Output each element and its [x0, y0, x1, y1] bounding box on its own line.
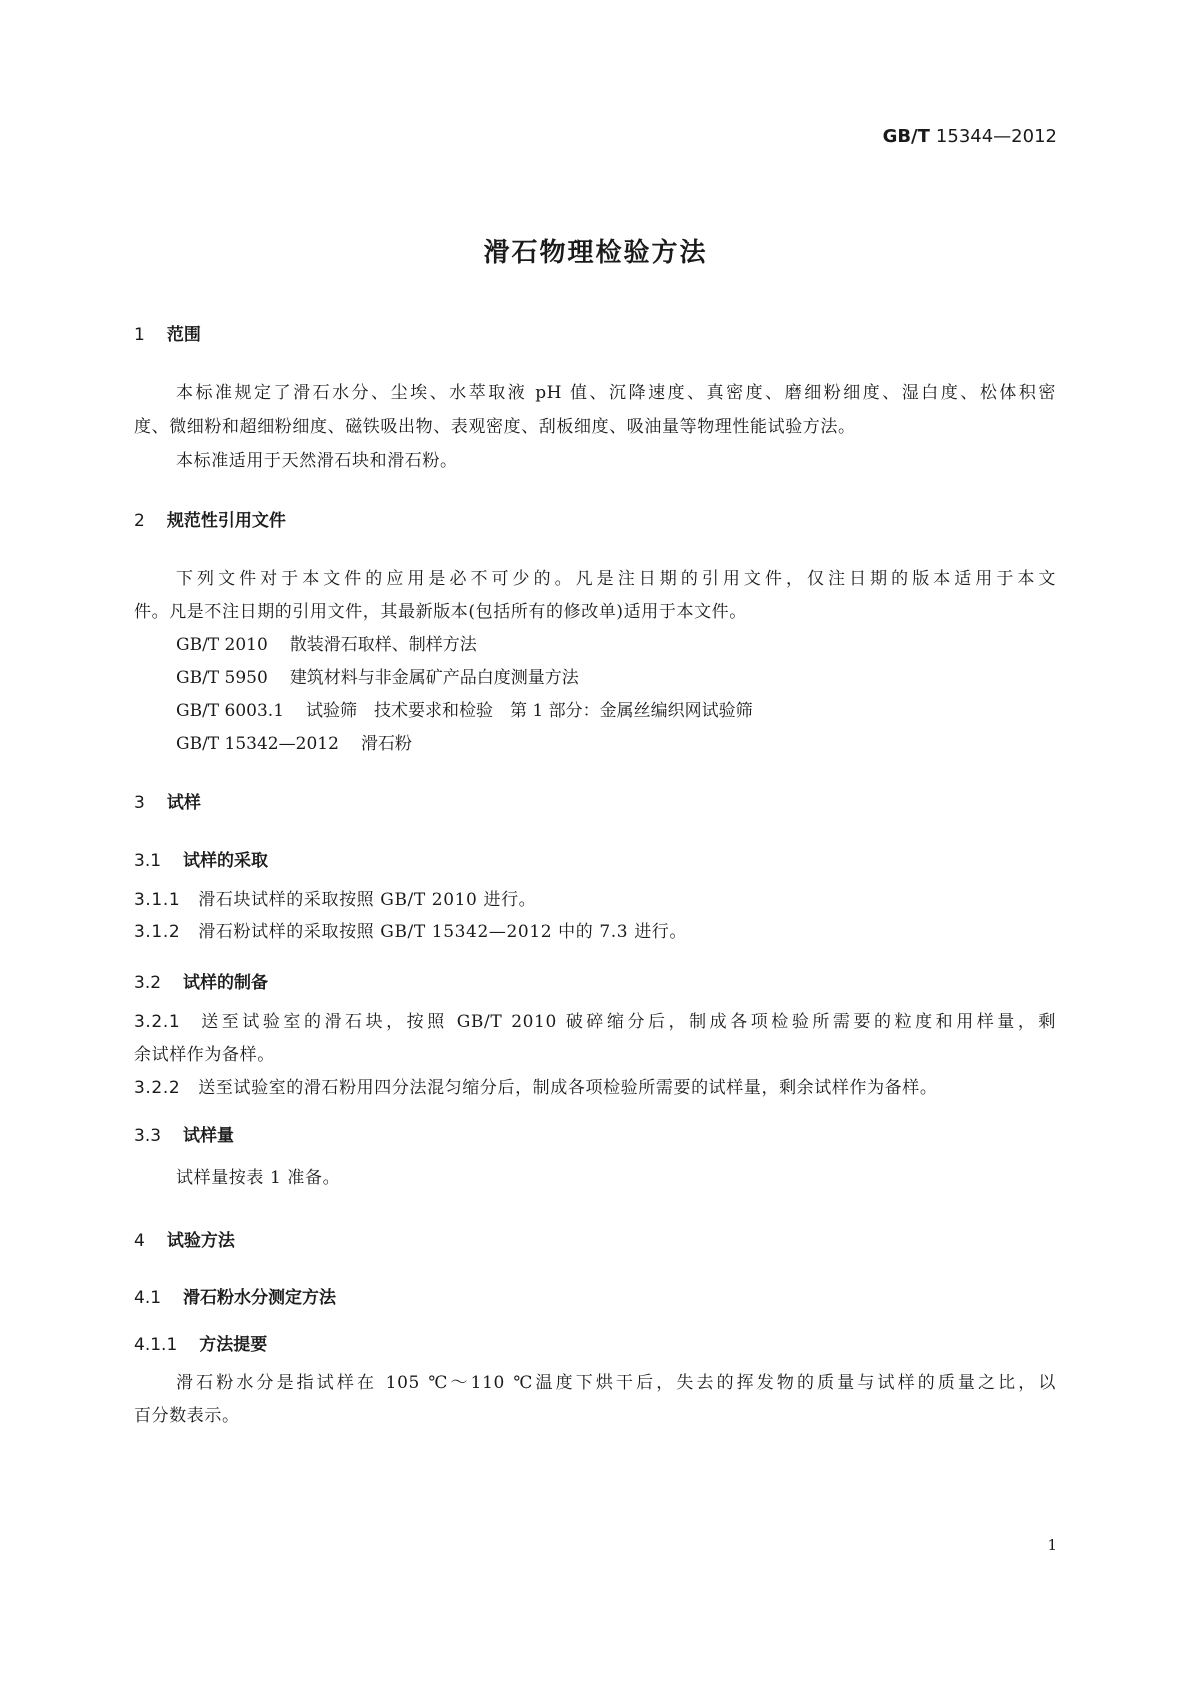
reference-item — [176, 729, 412, 754]
references-intro-line-1: 下列文件对于本文件的应用是必不可少的。凡是注日期的引用文件，仅注日期的版本适用于本文 — [176, 569, 1056, 589]
section-title: 试样 — [166, 793, 201, 813]
reference-item — [176, 663, 579, 688]
clause-3-1-1 — [134, 885, 536, 910]
clause-text: 滑石粉试样的采取按照 GB/T 15342—2012 中的 7.3 进行。 — [198, 922, 688, 942]
subsection-3-3-heading — [134, 1121, 234, 1146]
section-title: 范围 — [166, 325, 201, 345]
standard-code — [883, 126, 1057, 147]
document-title: 滑石物理检验方法 — [483, 238, 708, 268]
clause-text: 滑石块试样的采取按照 GB/T 2010 进行。 — [198, 890, 537, 910]
scope-paragraph-line-2: 度、微细粉和超细粉细度、磁铁吸出物、表观密度、刮板细度、吸油量等物理性能试验方法。 — [134, 417, 856, 437]
section-number: 3 — [134, 793, 145, 813]
clause-text: 送至试验室的滑石块，按照 GB/T 2010 破碎缩分后，制成各项检验所需要的粒度和用样量，剩 — [198, 1012, 1056, 1032]
subsection-4-1-heading — [134, 1283, 336, 1308]
subsection-number: 3.3 — [134, 1126, 162, 1146]
subsection-title: 试样的采取 — [183, 851, 269, 871]
subsection-number: 4.1 — [134, 1288, 162, 1308]
clause-number: 3.1.2 — [134, 922, 181, 942]
clause-number: 3.2.2 — [134, 1078, 181, 1098]
scope-paragraph-line-1: 本标准规定了滑石水分、尘埃、水萃取液 pH 值、沉降速度、真密度、磨细粉细度、湿白度、松体积密 — [176, 383, 1056, 403]
section-title: 试验方法 — [166, 1231, 235, 1251]
scope-applicability: 本标准适用于天然滑石块和滑石粉。 — [176, 451, 458, 471]
reference-code: GB/T 5950 — [176, 668, 268, 688]
clause-number: 3.2.1 — [134, 1012, 181, 1032]
clause-3-1-2 — [134, 917, 687, 942]
page-number: 1 — [1047, 1536, 1057, 1554]
section-number: 1 — [134, 325, 145, 345]
method-summary-line-1: 滑石粉水分是指试样在 105 ℃～110 ℃温度下烘干后，失去的挥发物的质量与试样的质量之比，以 — [176, 1373, 1056, 1393]
subsection-number: 4.1.1 — [134, 1335, 178, 1355]
reference-code: GB/T 6003.1 — [176, 701, 285, 721]
subsection-title: 滑石粉水分测定方法 — [183, 1288, 337, 1308]
reference-item — [176, 630, 477, 655]
clause-3-2-1 — [134, 1007, 1056, 1032]
clause-3-2-2 — [134, 1073, 937, 1098]
subsection-title: 试样量 — [183, 1126, 235, 1146]
reference-title: 散装滑石取样、制样方法 — [289, 635, 477, 655]
standard-code-prefix: GB/T — [882, 126, 930, 147]
section-number: 4 — [134, 1231, 145, 1251]
sample-quantity-text: 试样量按表 1 准备。 — [176, 1168, 341, 1188]
section-3-heading — [134, 788, 201, 813]
reference-title: 建筑材料与非金属矿产品白度测量方法 — [289, 668, 579, 688]
section-1-heading — [134, 320, 201, 345]
section-4-heading — [134, 1226, 235, 1251]
method-summary-line-2: 百分数表示。 — [134, 1406, 240, 1426]
subsection-4-1-1-heading — [134, 1330, 267, 1355]
reference-title: 试验筛 技术要求和检验 第 1 部分：金属丝编织网试验筛 — [306, 701, 753, 721]
subsection-3-1-heading — [134, 846, 268, 871]
subsection-title: 试样的制备 — [183, 973, 269, 993]
clause-text: 送至试验室的滑石粉用四分法混匀缩分后，制成各项检验所需要的试样量，剩余试样作为备样。 — [198, 1078, 938, 1098]
subsection-number: 3.2 — [134, 973, 162, 993]
reference-code: GB/T 15342—2012 — [176, 734, 339, 754]
clause-3-2-1-continued: 余试样作为备样。 — [134, 1045, 275, 1065]
subsection-number: 3.1 — [134, 851, 162, 871]
reference-item — [176, 696, 753, 721]
section-number: 2 — [134, 511, 145, 531]
references-intro-line-2: 件。凡是不注日期的引用文件，其最新版本(包括所有的修改单)适用于本文件。 — [134, 602, 747, 622]
clause-number: 3.1.1 — [134, 890, 181, 910]
reference-title: 滑石粉 — [360, 734, 412, 754]
reference-code: GB/T 2010 — [176, 635, 268, 655]
section-title: 规范性引用文件 — [166, 511, 286, 531]
standard-code-number: 15344—2012 — [935, 126, 1057, 147]
subsection-3-2-heading — [134, 968, 268, 993]
subsection-title: 方法提要 — [199, 1335, 268, 1355]
section-2-heading — [134, 506, 286, 531]
